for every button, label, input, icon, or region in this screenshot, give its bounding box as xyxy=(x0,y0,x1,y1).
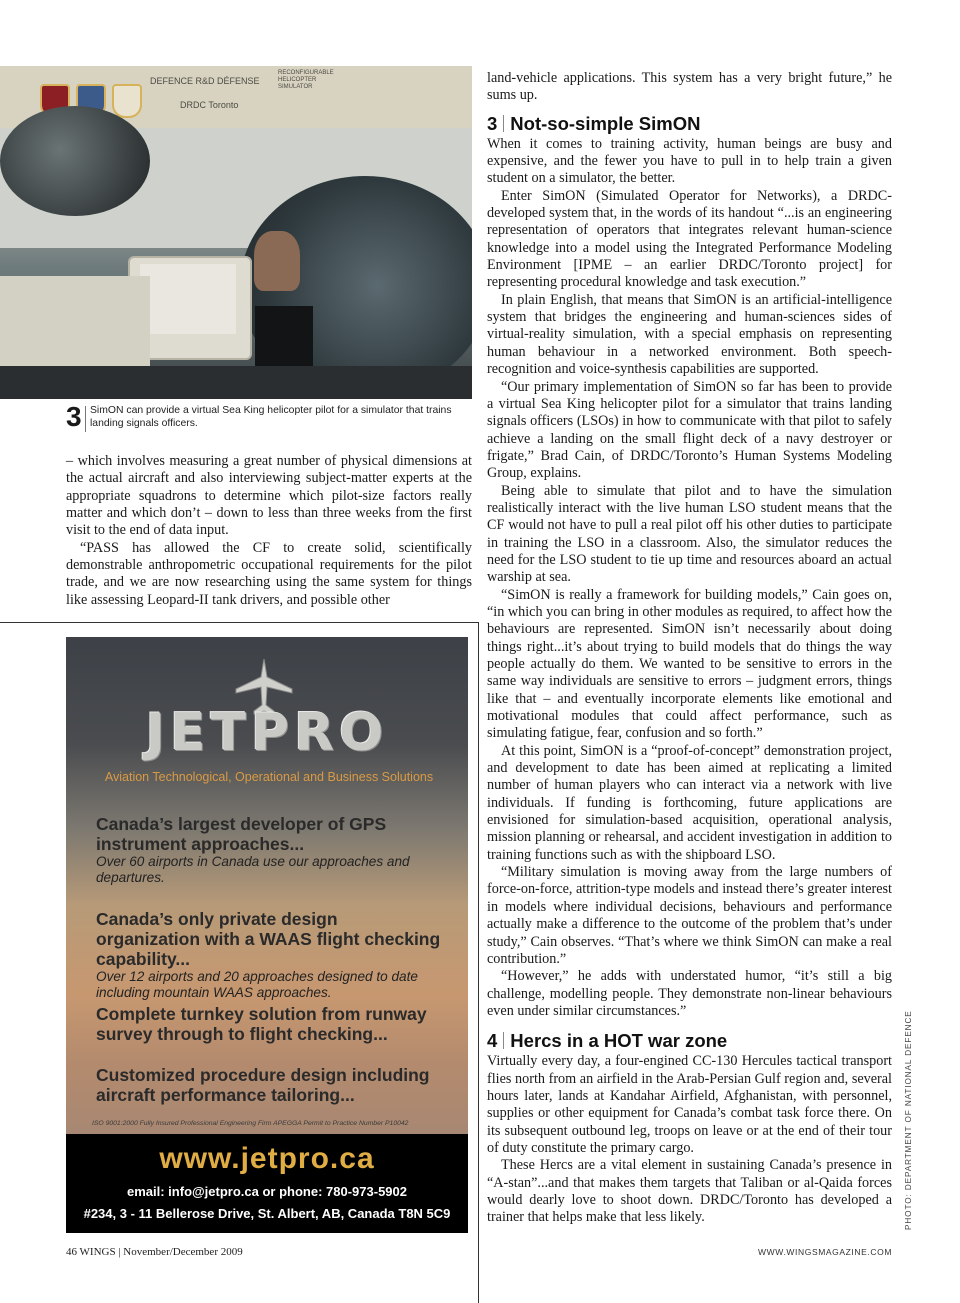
paragraph: Being able to simulate that pilot and to have the simulation realistically interact with the live human LSO student means that the CF would not have to pull a real pilot off his other duties to participate in training the LSO in a classroom. Also, the simulator reduces the need for the LSO student to tie up time and resources aboard an actual warship at sea. xyxy=(487,482,892,586)
paragraph: “PASS has allowed the CF to create solid, scientifically demonstrable anthropometric occupational requirements for the pilot trade, and we are now researching using the same system for things like assessing Leopard-II tank drivers, and possible other xyxy=(66,539,472,608)
simulator-photo xyxy=(0,66,472,399)
ad-block xyxy=(96,1065,446,1105)
heading-divider xyxy=(503,1032,504,1049)
paragraph: When it comes to training activity, human beings are busy and expensive, and the fewer you have to pull in to help train a given student on a simulator, the better. xyxy=(487,135,892,187)
paragraph: land-vehicle applications. This system has a very bright future,” he sums up. xyxy=(487,70,892,104)
caption-number: 3 xyxy=(66,401,82,432)
crest-icon xyxy=(112,84,142,118)
ad-iso-line: ISO 9001:2000 Fully Insured Professional Engineering Firm APEGGA Permit to Practice Number P10042 xyxy=(92,1120,409,1127)
section-number: 3 xyxy=(487,112,498,134)
caption-text: SimON can provide a virtual Sea King helicopter pilot for a simulator that trains landing signals officers. xyxy=(90,405,452,429)
section-number: 4 xyxy=(487,1030,498,1052)
paragraph: “Our primary implementation of SimON so far has been to provide a virtual Sea King helicopter pilot for a simulator that trains landing signals officers (LSOs) in how to communicate with that pilot to safely achieve a landing on the small flight deck of a navy destroyer or frigate,” Brad Cain, of DRDC/Toronto’s Human Systems Modeling Group, explains. xyxy=(487,378,892,482)
photo-banner-right: RECONFIGURABLE HELICOPTER SIMULATOR xyxy=(278,70,334,90)
ad-tagline: Aviation Technological, Operational and Business Solutions xyxy=(104,770,434,784)
jetpro-logo: JETPRO xyxy=(145,703,389,763)
paragraph: Virtually every day, a four-engined CC-130 Hercules tactical transport flies north from an airfield in the Arab-Persian Gulf region and, several hours later, lands at Kandahar Airfield, Afghanistan, with personnel, supplies or other equipment for Canada’s combat task force there. On its subsequent outbound leg, troops on leave or at the end of their tour of duty constitute the primary cargo. xyxy=(487,1053,892,1156)
ad-divider-horizontal xyxy=(0,622,478,623)
paragraph: In plain English, that means that SimON is an artificial-intelligence system that bridges the engineering and human-sciences sides of virtual-reality simulation, with a special emphasis on representing human behaviour in a networked environment. Both speech-recognition and voice-synthesis capabilities are supported. xyxy=(487,291,892,378)
photo-credit: PHOTO: DEPARTMENT OF NATIONAL DEFENCE xyxy=(904,1010,913,1230)
ad-block-head: Customized procedure design including aircraft performance tailoring... xyxy=(96,1065,430,1105)
ad-block-sub: Over 60 airports in Canada use our approaches and departures. xyxy=(96,854,410,885)
ad-block xyxy=(96,1004,446,1044)
ad-footer xyxy=(66,1134,468,1233)
caption-divider xyxy=(85,406,86,432)
left-column-text xyxy=(66,453,472,609)
ad-block-head: Canada’s largest developer of GPS instrument approaches... xyxy=(96,814,387,854)
paragraph: These Hercs are a vital element in sustaining Canada’s presence in “A-stan”...and that makes them targets that Taliban or al-Qaida forces would dearly love to shoot down. DRDC/Toronto has developed a trainer that helps make that less likely. xyxy=(487,1157,892,1226)
paragraph: “SimON is really a framework for building models,” Cain goes on, “in which you can bring in other modules as required, to affect how the behaviours are represented. SimON isn’t necessarily about doing things right...it’s about trying to build models that do things the way people actually do them. We wanted to be sensitive to errors in the same way individuals are sensitive to errors – judgment errors, things like that – and eventually incorporate elements like emotional and motivational modules that could affect performance, such as simulating fatigue, fear, confusion and so forth.” xyxy=(487,586,892,742)
photo-banner-text: DEFENCE R&D DÉFENSE xyxy=(150,76,260,86)
photo-caption xyxy=(66,401,472,434)
ad-block-head: Canada’s only private design organization with a WAAS flight checking capability... xyxy=(96,909,441,969)
heading-divider xyxy=(503,115,504,132)
section-heading-4 xyxy=(487,1030,892,1052)
magazine-website: WWW.WINGSMAGAZINE.COM xyxy=(758,1247,892,1257)
right-column-text xyxy=(487,70,892,1227)
ad-divider-vertical xyxy=(478,622,479,1303)
paragraph: At this point, SimON is a “proof-of-concept” demonstration project, and development to date has been aimed at replicating a limited number of human players who can interact via a network with live individuals. If funding is forthcoming, future applications are envisioned for simulation-based acquisition, operational analysis, mission planning or rehearsal, and accident investigation in addition to training functions such as with the shipboard LSO. xyxy=(487,742,892,863)
paragraph: Enter SimON (Simulated Operator for Networks), a DRDC-developed system that, in the words of its handout “...is an engineering representation of operators that integrates relevant human-science knowledge into a model using the Integrated Performance Modeling Environment [IPME – an earlier DRDC/Toronto project] for representing procedural knowledge and task execution.” xyxy=(487,187,892,291)
operator-figure xyxy=(254,231,300,291)
ad-contact[interactable]: email: info@jetpro.ca or phone: 780-973-5902 xyxy=(127,1184,407,1199)
paragraph: “Military simulation is moving away from the large numbers of force-on-force, attrition-type models and instead there’s greater interest in models where individual decisions, behaviours and performance actually make a difference to the outcome of the problem that’s under study,” Cain observes. “That’s where we think SimON can make a real contribution.” xyxy=(487,864,892,967)
ad-block-sub: Over 12 airports and 20 approaches designed to date including mountain WAAS approaches. xyxy=(96,969,418,1000)
section-title: Hercs in a HOT war zone xyxy=(510,1030,728,1052)
section-heading-3 xyxy=(487,113,892,135)
ad-block xyxy=(96,814,446,886)
section-title: Not-so-simple SimON xyxy=(510,112,701,134)
ad-block-head: Complete turnkey solution from runway survey through to flight checking... xyxy=(96,1004,427,1044)
monitor-screen xyxy=(140,264,236,334)
ad-block xyxy=(96,909,446,1001)
ad-address: #234, 3 - 11 Bellerose Drive, St. Albert, AB, Canada T8N 5C9 xyxy=(83,1206,451,1221)
photo-banner-sub: DRDC Toronto xyxy=(180,100,239,110)
page-folio: 46 WINGS | November/December 2009 xyxy=(66,1246,243,1258)
photo-floor xyxy=(0,366,472,399)
jetpro-advertisement[interactable] xyxy=(66,637,468,1233)
paragraph: – which involves measuring a great number of physical dimensions at the actual aircraft and also interviewing subject-matter experts at the appropriate squadrons to determine which pilot-size factors really matter and which don’t – down to less than three weeks from the first visit to the end of data input. xyxy=(66,453,472,539)
ad-url-link[interactable]: www.jetpro.ca xyxy=(159,1142,375,1175)
helicopter-dome xyxy=(0,106,150,216)
paragraph: “However,” he adds with understated humor, “it’s still a big challenge, modelling people. They demonstrate non-linear behaviours even under similar circumstances.” xyxy=(487,968,892,1019)
